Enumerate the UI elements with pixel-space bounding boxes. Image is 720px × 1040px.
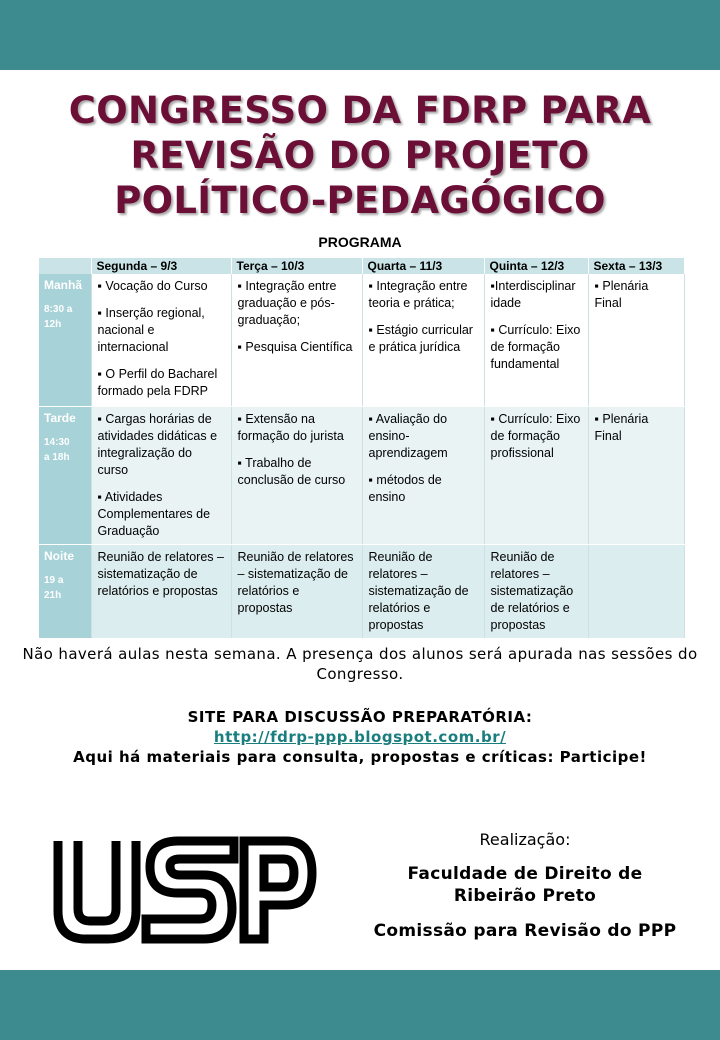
period-cell <box>39 544 91 638</box>
schedule-cell <box>588 544 684 638</box>
schedule-table <box>39 258 685 639</box>
period-time-line: 8:30 a <box>44 304 73 315</box>
site-link[interactable]: http://fdrp-ppp.blogspot.com.br/ <box>213 728 507 746</box>
schedule-item: ▪ Pesquisa Científica <box>237 340 353 354</box>
schedule-cell <box>588 406 684 544</box>
schedule-item: ▪ Inserção regional, nacional e internacional <box>97 306 205 354</box>
commission-name: Comissão para Revisão do PPP <box>373 921 677 941</box>
period-name: Tarde <box>44 410 76 425</box>
period-time-line: 14:30 <box>44 436 70 448</box>
usp-logo <box>48 835 320 951</box>
header-day: Segunda – 9/3 <box>91 258 231 274</box>
title-line-2: REVISÃO DO PROJETO <box>130 134 590 177</box>
schedule-cell <box>484 544 588 638</box>
schedule-cell <box>484 406 588 544</box>
schedule-row <box>39 274 684 406</box>
schedule-cell <box>91 544 231 638</box>
schedule-cell <box>231 406 362 544</box>
site-heading: SITE PARA DISCUSSÃO PREPARATÓRIA: <box>187 708 533 726</box>
poster-title <box>0 88 720 223</box>
schedule-cell <box>362 544 484 638</box>
schedule-cell <box>588 274 684 406</box>
header-day: Terça – 10/3 <box>231 258 362 274</box>
schedule-item: Reunião de relatores – sistematização de relatórios e propostas <box>97 549 224 598</box>
period-cell <box>39 274 91 406</box>
site-section <box>0 707 720 767</box>
period-time <box>44 435 86 465</box>
schedule-item: ▪ métodos de ensino <box>368 472 442 504</box>
org-name <box>360 863 690 907</box>
period-time-line: 19 a <box>44 574 64 586</box>
org-line-2: Ribeirão Preto <box>453 886 597 906</box>
schedule-item: ▪ Atividades Complementares de Graduação <box>97 489 211 538</box>
period-time-line: a 18h <box>44 451 70 463</box>
title-line-1: CONGRESSO DA FDRP PARA <box>68 89 652 132</box>
schedule-cell <box>231 274 362 406</box>
header-day: Sexta – 13/3 <box>588 258 684 274</box>
schedule-item: ▪ Currículo: Eixo de formação fundamental <box>490 323 581 371</box>
bottom-band <box>0 970 720 1040</box>
schedule-item: ▪ Plenária Final <box>594 279 649 310</box>
schedule-cell <box>484 274 588 406</box>
schedule-item: ▪ Plenária Final <box>594 411 649 443</box>
period-time-line: 21h <box>44 589 62 601</box>
schedule-cell <box>231 544 362 638</box>
schedule-item: Reunião de relatores – sistematização de relatórios e propostas <box>368 549 469 632</box>
schedule-item: ▪ Avaliação do ensino-aprendizagem <box>368 411 448 460</box>
schedule-item: ▪ O Perfil do Bacharel formado pela FDRP <box>97 367 218 398</box>
schedule-header-row <box>39 258 684 274</box>
program-label: PROGRAMA <box>318 234 402 250</box>
schedule-item: ▪ Vocação do Curso <box>97 279 208 293</box>
schedule-item: ▪ Trabalho de conclusão de curso <box>237 455 346 487</box>
schedule-item: ▪ Integração entre graduação e pós-graduação; <box>237 279 337 327</box>
schedule-row <box>39 544 684 638</box>
period-time-line: 12h <box>44 319 62 330</box>
title-line-3: POLÍTICO-PEDAGÓGICO <box>114 179 606 222</box>
logo-text <box>320 835 321 836</box>
period-time <box>44 573 86 603</box>
schedule-item: ▪ Extensão na formação do jurista <box>237 411 344 443</box>
header-day: Quinta – 12/3 <box>484 258 588 274</box>
schedule-cell <box>362 274 484 406</box>
schedule-cell <box>362 406 484 544</box>
schedule-cell <box>91 406 231 544</box>
schedule-cell <box>91 274 231 406</box>
period-cell <box>39 406 91 544</box>
header-day: Quarta – 11/3 <box>362 258 484 274</box>
period-name: Manhã <box>44 278 83 292</box>
realizacao-block <box>360 830 690 941</box>
schedule-item: Reunião de relatores – sistematização de relatórios e propostas <box>237 549 354 615</box>
org-line-1: Faculdade de Direito de <box>407 864 643 884</box>
schedule-item: Reunião de relatores – sistematização de relatórios e propostas <box>490 549 574 632</box>
schedule-item: ▪Interdisciplinar idade <box>490 279 576 310</box>
schedule-item: ▪ Cargas horárias de atividades didáticas e integralização do curso <box>97 411 218 477</box>
site-tagline: Aqui há materiais para consulta, propostas e críticas: Participe! <box>73 748 647 766</box>
notice-text: Não haverá aulas nesta semana. A presença dos alunos será apurada nas sessões do Congresso. <box>22 645 698 683</box>
period-time <box>44 302 86 332</box>
realizacao-label: Realização: <box>479 830 571 849</box>
top-band <box>0 0 720 70</box>
schedule-row <box>39 406 684 544</box>
schedule-item: ▪ Currículo: Eixo de formação profissional <box>490 411 581 460</box>
period-name: Noite <box>44 548 74 563</box>
header-corner <box>39 258 91 274</box>
schedule-item: ▪ Integração entre teoria e prática; <box>368 279 468 310</box>
schedule-item: ▪ Estágio curricular e prática jurídica <box>368 323 473 354</box>
